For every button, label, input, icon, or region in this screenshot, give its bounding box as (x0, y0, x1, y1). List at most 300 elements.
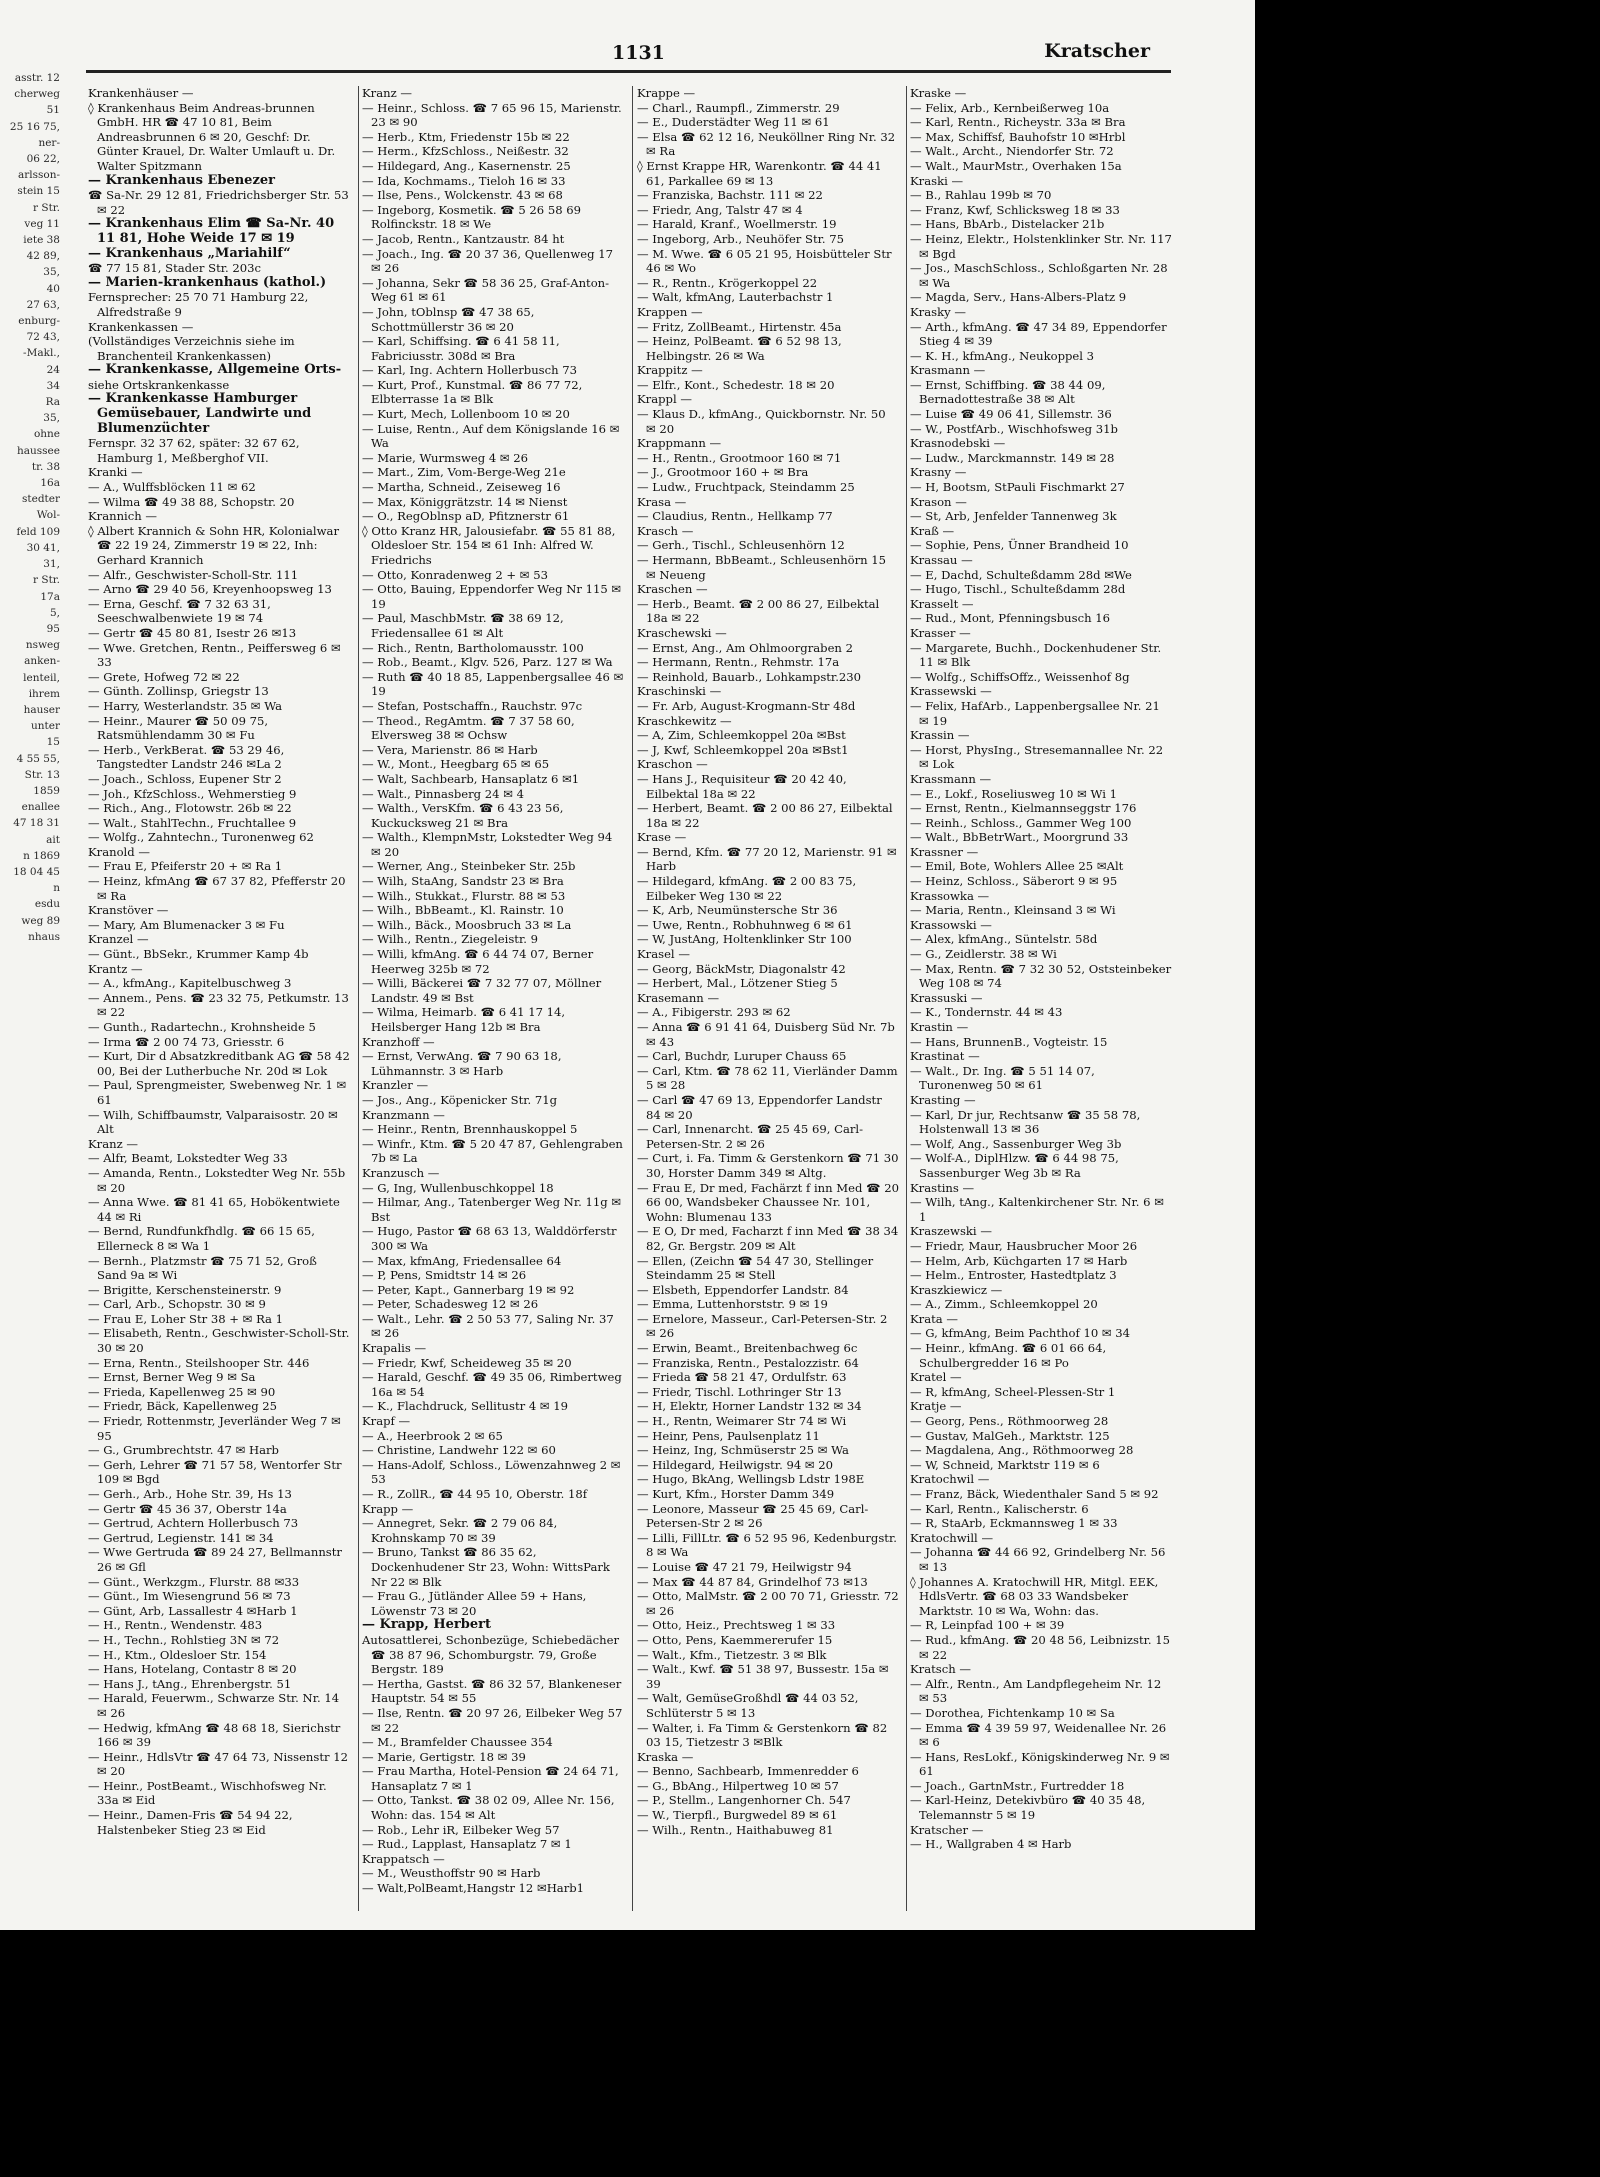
directory-entry: — Jos., MaschSchloss., Schloßgarten Nr. 28 ✉ Wa (910, 261, 1168, 290)
directory-entry: — Wilh., BbBeamt., Kl. Rainstr. 10 (362, 903, 564, 918)
directory-entry: — Rob., Beamt., Klgv. 526, Parz. 127 ✉ Wa (362, 655, 613, 670)
directory-entry: — A., kfmAng., Kapitelbuschweg 3 (88, 976, 292, 991)
directory-entry: — Rud., Mont, Pfenningsbusch 16 (910, 611, 1110, 626)
margin-fragment: weg 89 (21, 914, 60, 927)
surname-heading: Kranz — (362, 86, 412, 100)
directory-entry: — Walt., Kfm., Tietzestr. 3 ✉ Blk (637, 1647, 827, 1662)
directory-entry: — Otto, Heiz., Prechtsweg 1 ✉ 33 (637, 1618, 836, 1633)
surname-heading: Kraschen — (637, 582, 708, 597)
directory-entry: — W, JustAng, Holtenklinker Str 100 (637, 932, 852, 947)
directory-entry: — Heinz, kfmAng ☎ 67 37 82, Pfefferstr 20 ✉ Ra (88, 874, 346, 903)
directory-entry: — Bernd, Rundfunkfhdlg. ☎ 66 15 65, Ellerneck 8 ✉ Wa 1 (88, 1224, 315, 1253)
surname-heading: Krappitz — (637, 363, 703, 378)
directory-entry: — H, Bootsm, StPauli Fischmarkt 27 (910, 480, 1125, 495)
margin-fragment: lenteil, (23, 671, 60, 684)
column-divider (906, 86, 907, 1911)
directory-entry: — O., RegOblnsp aD, Pfitznerstr 61 (362, 509, 570, 524)
directory-entry: — K., Flachdruck, Sellitustr 4 ✉ 19 (362, 1399, 569, 1414)
directory-entry: — Wilma ☎ 49 38 88, Schopstr. 20 (88, 494, 295, 509)
directory-entry: — Hugo, BkAng, Wellingsb Ldstr 198E (637, 1472, 865, 1487)
directory-entry: — Walt., Lehr. ☎ 2 50 53 77, Saling Nr. 37 ✉ 26 (362, 1311, 614, 1341)
directory-entry: — G, Ing, Wullenbuschkoppel 18 (362, 1180, 554, 1195)
directory-entry: — Walt, GemüseGroßhdl ☎ 44 03 52, Schlüterstr 5 ✉ 13 (637, 1691, 859, 1720)
directory-entry: — Walt., Dr. Ing. ☎ 5 51 14 07, Turonenweg 50 ✉ 61 (910, 1063, 1095, 1093)
directory-entry: — Carl, Innenarcht. ☎ 25 45 69, Carl-Petersen-Str. 2 ✉ 26 (637, 1122, 864, 1151)
margin-fragment: 4 55 55, (16, 752, 60, 765)
directory-entry: — Hans, BrunnenB., Vogteistr. 15 (910, 1034, 1108, 1049)
margin-fragment: n (53, 882, 60, 895)
surname-heading: Krassner — (910, 844, 979, 859)
directory-entry: — Harald, Geschf. ☎ 49 35 06, Rimbertweg 16a ✉ 54 (362, 1370, 622, 1399)
directory-entry: — Wilh, Schiffbaumstr, Valparaisostr. 20 ✉ Alt (88, 1107, 338, 1137)
directory-entry: — Klaus D., kfmAng., Quickbornstr. Nr. 50 ✉ 20 (637, 407, 886, 436)
directory-entry: — Elsa ☎ 62 12 16, Neuköllner Ring Nr. 32 ✉ Ra (637, 129, 896, 159)
surname-heading: Kraszkiewicz — (910, 1282, 1003, 1297)
directory-entry: — Sophie, Pens, Ünner Brandheid 10 (910, 538, 1129, 553)
directory-entry: — Frau E, Loher Str 38 + ✉ Ra 1 (88, 1311, 284, 1326)
directory-entry: — Frau G., Jütländer Allee 59 + Hans, Löwenstr 73 ✉ 20 (362, 1589, 587, 1618)
directory-entry: — Franz, Bäck, Wiedenthaler Sand 5 ✉ 92 (910, 1487, 1159, 1501)
column-divider (632, 86, 633, 1911)
margin-fragment: Str. 13 (24, 768, 60, 781)
directory-entry: — Walt., Archt., Niendorfer Str. 72 (910, 144, 1114, 159)
directory-entry: — Walt., StahlTechn., Fruchtallee 9 (88, 815, 297, 830)
directory-entry: — Max, kfmAng, Friedensallee 64 (362, 1253, 562, 1268)
directory-entry: — Gertrud, Achtern Hollerbusch 73 (88, 1516, 299, 1531)
directory-entry: — Frieda ☎ 58 21 47, Ordulfstr. 63 (637, 1370, 847, 1385)
directory-entry: — Gertr ☎ 45 36 37, Oberstr 14a (88, 1501, 287, 1516)
margin-fragment: cherweg (14, 88, 60, 101)
directory-entry: — Ingeborg, Arb., Neuhöfer Str. 75 (637, 231, 845, 246)
directory-entry: — Ernst, Berner Weg 9 ✉ Sa (88, 1370, 256, 1385)
directory-entry: — Kurt, Mech, Lollenboom 10 ✉ 20 (362, 407, 570, 422)
directory-entry: — W., Mont., Heegbarg 65 ✉ 65 (362, 757, 550, 772)
directory-entry: — Heinr., Damen-Fris ☎ 54 94 22, Halstenbeker Stieg 23 ✉ Eid (88, 1808, 293, 1837)
margin-fragment: ohne (33, 428, 60, 441)
directory-entry: — Louise ☎ 47 21 79, Heilwigstr 94 (637, 1559, 852, 1574)
surname-heading: Krappl — (637, 392, 692, 407)
directory-entry: — Winfr., Ktm. ☎ 5 20 47 87, Gehlengraben 7b ✉ La (362, 1136, 623, 1166)
margin-fragment: haussee (17, 444, 60, 457)
directory-entry: — Kurt, Kfm., Horster Damm 349 (637, 1487, 835, 1501)
page-number: 1131 (612, 42, 665, 64)
directory-entry: — Joh., KfzSchloss., Wehmerstieg 9 (88, 786, 297, 801)
directory-entry: ☎ Sa-Nr. 29 12 81, Friedrichsberger Str. 53 ✉ 22 (88, 188, 349, 217)
directory-entry: — John, tOblnsp ☎ 47 38 65, Schottmüllerstr 36 ✉ 20 (362, 304, 535, 334)
directory-entry: — Rich., Rentn, Bartholomausstr. 100 (362, 640, 584, 655)
directory-entry: — Krankenkasse, Allgemeine Orts- (88, 362, 342, 378)
surname-heading: Krasny — (910, 465, 967, 480)
directory-entry: — Ludw., Marckmannstr. 149 ✉ 28 (910, 450, 1115, 465)
margin-fragment: n 1869 (23, 849, 60, 862)
directory-entry: — Ludw., Fruchtpack, Steindamm 25 (637, 480, 855, 495)
directory-entry: — Frau E, Pfeiferstr 20 + ✉ Ra 1 (88, 859, 283, 874)
margin-fragment: 27 63, (26, 298, 60, 311)
directory-entry: — Heinr., Maurer ☎ 50 09 75, Ratsmühlendamm 30 ✉ Fu (88, 713, 269, 743)
surname-heading: Kraske — (910, 86, 967, 100)
directory-entry: — Luise, Rentn., Auf dem Königslande 16 ✉ Wa (362, 421, 620, 451)
directory-entry: — H., Ktm., Oldesloer Str. 154 (88, 1647, 267, 1662)
directory-entry: — Joach., Schloss, Eupener Str 2 (88, 771, 282, 786)
directory-entry: — Günt., BbSekr., Krummer Kamp 4b (88, 947, 309, 962)
surname-heading: Krasel — (637, 947, 690, 962)
directory-entry: — Krankenkasse Hamburger Gemüsebauer, Landwirte und Blumenzüchter (88, 391, 312, 436)
directory-entry: — Karl, Ing. Achtern Hollerbusch 73 (362, 363, 578, 378)
surname-heading: Kranzel — (88, 932, 149, 947)
directory-entry: — Rich., Ang., Flotowstr. 26b ✉ 22 (88, 801, 292, 816)
margin-fragment: unter (31, 720, 60, 733)
directory-entry: — Günt., Werkzgm., Flurstr. 88 ✉33 (88, 1574, 300, 1589)
directory-entry: — Hermann, Rentn., Rehmstr. 17a (637, 655, 840, 670)
margin-fragment: 25 16 75, (9, 120, 60, 133)
directory-entry: — Ernelore, Masseur., Carl-Petersen-Str. 2 ✉ 26 (637, 1311, 888, 1341)
surname-heading: Krappen — (637, 304, 703, 319)
directory-entry: — M., Weusthoffstr 90 ✉ Harb (362, 1866, 541, 1881)
margin-fragment: 16a (40, 477, 60, 490)
surname-heading: Krasky — (910, 304, 966, 319)
directory-entry: — Anna ☎ 6 91 41 64, Duisberg Süd Nr. 7b ✉ 43 (637, 1020, 895, 1049)
directory-entry: — Ilse, Rentn. ☎ 20 97 26, Eilbeker Weg 57 ✉ 22 (362, 1705, 623, 1735)
directory-entry: ◊ Otto Kranz HR, Jalousiefabr. ☎ 55 81 88, Oldesloer Str. 154 ✉ 61 Inh: Alfred W. Friedrichs (362, 523, 616, 567)
directory-entry: — Martha, Schneid., Zeiseweg 16 (362, 480, 561, 495)
directory-entry: — Bernh., Platzmstr ☎ 75 71 52, Groß Sand 9a ✉ Wi (88, 1253, 317, 1283)
margin-fragment: nsweg (25, 639, 60, 652)
directory-entry: — Otto, Konradenweg 2 + ✉ 53 (362, 567, 548, 582)
directory-entry: — Irma ☎ 2 00 74 73, Griesstr. 6 (88, 1034, 285, 1049)
directory-entry: — Luise ☎ 49 06 41, Sillemstr. 36 (910, 407, 1112, 422)
directory-entry: — Willi, kfmAng. ☎ 6 44 74 07, Berner Heerweg 325b ✉ 72 (362, 947, 594, 976)
directory-entry: — Günt., Im Wiesengrund 56 ✉ 73 (88, 1589, 291, 1604)
directory-entry: — Walt., BbBetrWart., Moorgrund 33 (910, 830, 1129, 845)
margin-fragment: 31, (43, 558, 60, 571)
margin-fragment: arlsson- (17, 169, 60, 182)
directory-entry: — Walth., VersKfm. ☎ 6 43 23 56, Kuckucksweg 21 ✉ Bra (362, 801, 564, 830)
directory-entry: — St, Arb, Jenfelder Tannenweg 3k (910, 509, 1117, 524)
directory-entry: — Wilh., Bäck., Moosbruch 33 ✉ La (362, 917, 572, 932)
directory-entry: — Friedr, Bäck, Kapellenweg 25 (88, 1399, 278, 1414)
directory-entry: — Karl, Rentn., Richeystr. 33a ✉ Bra (910, 115, 1126, 130)
running-head: Kratscher (1044, 40, 1150, 62)
directory-entry: — Heinr., PostBeamt., Wischhofsweg Nr. 33a ✉ Eid (88, 1778, 327, 1808)
directory-entry: — Anna Wwe. ☎ 81 41 65, Hobökentwiete 44 ✉ Ri (88, 1195, 340, 1224)
margin-fragment: anken- (24, 655, 60, 668)
directory-entry: — A, Zim, Schleemkoppel 20a ✉Bst (637, 728, 846, 743)
column-3 (637, 86, 899, 1837)
directory-entry: — Horst, PhysIng., Stresemannallee Nr. 22 ✉ Lok (910, 742, 1164, 772)
directory-entry: — Johanna ☎ 44 66 92, Grindelberg Nr. 56 ✉ 13 (910, 1545, 1166, 1574)
surname-heading: Kraschkewitz — (637, 713, 732, 728)
directory-entry: — Walter, i. Fa Timm & Gerstenkorn ☎ 82 03 15, Tietzestr 3 ✉Blk (637, 1720, 888, 1750)
directory-entry: — Kurt, Dir d Absatzkreditbank AG ☎ 58 42 00, Bei der Lutherbuche Nr. 20d ✉ Lok (88, 1049, 350, 1078)
directory-entry: — Carl, Arb., Schopstr. 30 ✉ 9 (88, 1297, 266, 1312)
directory-entry: — G., BbAng., Hilpertweg 10 ✉ 57 (637, 1778, 839, 1793)
directory-entry: — Erna, Rentn., Steilshooper Str. 446 (88, 1355, 310, 1370)
directory-entry: — Heinr., Rentn, Brennhauskoppel 5 (362, 1122, 578, 1137)
directory-entry: — Magdalena, Ang., Röthmoorweg 28 (910, 1443, 1134, 1458)
directory-entry: — Walt,PolBeamt,Hangstr 12 ✉Harb1 (362, 1881, 585, 1896)
directory-entry: — Krankenhaus „Mariahilf“ (88, 245, 291, 261)
margin-fragment: 47 18 31 (13, 817, 60, 830)
margin-fragment: stedter (22, 493, 60, 506)
directory-entry: ◊ Albert Krannich & Sohn HR, Kolonialwar ☎ 22 19 24, Zimmerstr 19 ✉ 22, Inh: Gerhard Krannich (88, 523, 340, 567)
directory-entry: — Hildegard, Heilwigstr. 94 ✉ 20 (637, 1457, 834, 1472)
surname-heading: Krassowski — (910, 917, 992, 932)
directory-entry: — W, Schneid, Marktstr 119 ✉ 6 (910, 1457, 1100, 1472)
margin-fragment: Wol- (36, 509, 60, 522)
margin-fragment: feld 109 (16, 525, 60, 538)
directory-entry: — Gerh, Lehrer ☎ 71 57 58, Wentorfer Str 109 ✉ Bgd (88, 1457, 342, 1487)
surname-heading: Krapp — (362, 1501, 414, 1516)
directory-entry: — Georg, Pens., Röthmoorweg 28 (910, 1414, 1109, 1429)
directory-entry: — Ruth ☎ 40 18 85, Lappenbergsallee 46 ✉ 19 (362, 669, 624, 699)
directory-entry: — Wilh., Rentn., Haithabuweg 81 (637, 1822, 834, 1837)
directory-entry: — Alfr., Rentn., Am Landpflegeheim Nr. 12 ✉ 53 (910, 1676, 1162, 1706)
directory-entry: — E., Lokf., Roseliusweg 10 ✉ Wi 1 (910, 786, 1118, 801)
directory-entry: — Emma ☎ 4 39 59 97, Weidenallee Nr. 26 ✉ 6 (910, 1720, 1167, 1750)
directory-entry: — Walth., KlempnMstr, Lokstedter Weg 94 ✉ 20 (362, 830, 613, 859)
surname-heading: Kranstöver — (88, 903, 169, 918)
directory-entry: — Johanna, Sekr ☎ 58 36 25, Graf-Anton-Weg 61 ✉ 61 (362, 275, 610, 305)
directory-entry: — Margarete, Buchh., Dockenhudener Str. 11 ✉ Blk (910, 640, 1162, 670)
directory-entry: — Friedr, Ang, Talstr 47 ✉ 4 (637, 202, 803, 217)
directory-entry: — Otto, Tankst. ☎ 38 02 09, Allee Nr. 156, Wohn: das. 154 ✉ Alt (362, 1793, 615, 1823)
directory-entry: — Hans, ResLokf., Königskinderweg Nr. 9 ✉ 61 (910, 1749, 1170, 1779)
directory-entry: — Willi, Bäckerei ☎ 7 32 77 07, Möllner Landstr. 49 ✉ Bst (362, 976, 602, 1005)
surname-heading: Krappe — (637, 86, 696, 100)
surname-heading: Kranki — (88, 465, 143, 480)
directory-entry: ☎ 77 15 81, Stader Str. 203c (88, 261, 262, 276)
surname-heading: Kraszewski — (910, 1224, 992, 1239)
directory-entry: — Hans J., Requisiteur ☎ 20 42 40, Eilbektal 18a ✉ 22 (637, 771, 847, 801)
directory-entry: — Dorothea, Fichtenkamp 10 ✉ Sa (910, 1705, 1115, 1720)
directory-entry: — Karl, Rentn., Kalischerstr. 6 (910, 1501, 1089, 1516)
directory-entry: — Max ☎ 44 87 84, Grindelhof 73 ✉13 (637, 1574, 868, 1589)
directory-entry: — Werner, Ang., Steinbeker Str. 25b (362, 859, 576, 874)
surname-heading: Krasting — (910, 1092, 976, 1107)
margin-fragment: stein 15 (17, 185, 60, 198)
directory-entry: — Hugo, Pastor ☎ 68 63 13, Walddörferstr 300 ✉ Wa (362, 1224, 617, 1253)
directory-entry: — Harry, Westerlandstr. 35 ✉ Wa (88, 698, 283, 713)
directory-entry: — G., Grumbrechtstr. 47 ✉ Harb (88, 1443, 279, 1458)
directory-entry: — Heinz, Schloss., Säberort 9 ✉ 95 (910, 874, 1118, 889)
margin-fragment: r Str. (33, 201, 60, 214)
surname-heading: Kraska — (637, 1749, 694, 1764)
directory-entry: — Felix, Arb., Kernbeißerweg 10a (910, 100, 1110, 115)
directory-entry: siehe Ortskrankenkasse (88, 377, 230, 392)
directory-entry: — Friedr, Rottenmstr, Jeverländer Weg 7 ✉ 95 (88, 1414, 341, 1443)
directory-entry: — Frau Martha, Hotel-Pension ☎ 24 64 71, Hansaplatz 7 ✉ 1 (362, 1764, 619, 1793)
margin-fragment: 35, (43, 412, 60, 425)
margin-fragment: iete 38 (23, 234, 60, 247)
directory-entry: — Erna, Geschf. ☎ 7 32 63 31, Seeschwalbenwiete 19 ✉ 74 (88, 596, 271, 626)
directory-entry: — Rud., Lapplast, Hansaplatz 7 ✉ 1 (362, 1837, 572, 1852)
directory-entry: — M., Bramfelder Chaussee 354 (362, 1735, 553, 1750)
directory-entry: — Karl, Schiffsing. ☎ 6 41 58 11, Fabriciusstr. 308d ✉ Bra (362, 334, 560, 363)
directory-entry: — G., Zeidlerstr. 38 ✉ Wi (910, 947, 1057, 962)
margin-fragment: 15 (46, 736, 60, 749)
directory-entry: — Rud., kfmAng. ☎ 20 48 56, Leibnizstr. 15 ✉ 22 (910, 1632, 1170, 1662)
directory-entry: — Wilma, Heimarb. ☎ 6 41 17 14, Heilsberger Hang 12b ✉ Bra (362, 1005, 566, 1034)
directory-entry: — Wilh., Rentn., Ziegeleistr. 9 (362, 932, 538, 947)
directory-entry: ◊ Krankenhaus Beim Andreas-brunnen GmbH. HR ☎ 47 10 81, Beim Andreasbrunnen 6 ✉ 20, Geschf: Dr. Günter Krauel, Dr. Walter Umlauft u. Dr. Walter Spitzmann (88, 100, 336, 173)
surname-heading: Krapf — (362, 1414, 411, 1429)
directory-entry: — Max, Königgrätzstr. 14 ✉ Nienst (362, 494, 568, 509)
directory-entry: — Elisabeth, Rentn., Geschwister-Scholl-Str. 30 ✉ 20 (88, 1326, 350, 1356)
directory-entry: — Ernst, Rentn., Kielmannseggstr 176 (910, 801, 1137, 816)
surname-heading: Kratje — (910, 1399, 962, 1414)
margin-fragment: 24 (46, 363, 60, 376)
directory-entry: — B., Rahlau 199b ✉ 70 (910, 188, 1052, 203)
directory-entry: — Ernst, Ang., Am Ohlmoorgraben 2 (637, 640, 853, 655)
directory-entry: — Hans, BbArb., Distelacker 21b (910, 217, 1105, 232)
directory-entry: — Paul, MaschbMstr. ☎ 38 69 12, Friedensallee 61 ✉ Alt (362, 611, 564, 640)
surname-heading: Kraschon — (637, 757, 708, 772)
directory-entry: — Arth., kfmAng. ☎ 47 34 89, Eppendorfer Stieg 4 ✉ 39 (910, 319, 1167, 349)
directory-entry: — R, StaArb, Eckmannsweg 1 ✉ 33 (910, 1516, 1118, 1531)
directory-entry: — R, Leinpfad 100 + ✉ 39 (910, 1618, 1065, 1633)
directory-entry: — H, Elektr, Horner Landstr 132 ✉ 34 (637, 1399, 862, 1414)
directory-entry: — H., Rentn., Grootmoor 160 ✉ 71 (637, 450, 842, 465)
directory-entry: — Felix, HafArb., Lappenbergsallee Nr. 21 ✉ 19 (910, 698, 1160, 728)
directory-entry: — A., Wulffsblöcken 11 ✉ 62 (88, 480, 256, 495)
directory-entry: — Karl, Dr jur, Rechtsanw ☎ 35 58 78, Holstenwall 13 ✉ 36 (910, 1107, 1141, 1137)
margin-fragment: veg 11 (24, 217, 60, 230)
directory-entry: — Hans, Hotelang, Contastr 8 ✉ 20 (88, 1662, 297, 1677)
margin-fragment: nhaus (28, 930, 60, 943)
surname-heading: Kranzmann — (362, 1107, 445, 1122)
margin-fragment: 06 22, (26, 153, 60, 166)
directory-entry: — Joach., GartnMstr., Furtredder 18 (910, 1778, 1125, 1793)
directory-entry: Fernspr. 32 37 62, später: 32 67 62, Hamburg 1, Meßberghof VII. (88, 436, 300, 465)
surname-heading: Kratochwil — (910, 1472, 990, 1487)
surname-heading: Krasch — (637, 523, 694, 538)
margin-fragment: 5, (49, 606, 60, 619)
surname-heading: Krassewski — (910, 684, 992, 699)
directory-entry: — Helm, Arb, Küchgarten 17 ✉ Harb (910, 1253, 1128, 1268)
directory-entry: — Hildegard, Ang., Kasernenstr. 25 (362, 158, 571, 173)
directory-entry: — Benno, Sachbearb, Immenredder 6 (637, 1764, 859, 1779)
directory-entry: — Reinhold, Bauarb., Lohkampstr.230 (637, 669, 862, 684)
directory-entry: — Friedr, Maur, Hausbrucher Moor 26 (910, 1238, 1138, 1253)
directory-entry: — Hilmar, Ang., Tatenberger Weg Nr. 11g ✉ Bst (362, 1195, 622, 1224)
directory-entry: — E O, Dr med, Facharzt f inn Med ☎ 38 34 82, Gr. Bergstr. 209 ✉ Alt (637, 1224, 899, 1253)
directory-entry: — H., Rentn., Wendenstr. 483 (88, 1618, 263, 1633)
directory-entry: — Ernst, Schiffbing. ☎ 38 44 09, Bernadottestraße 38 ✉ Alt (910, 377, 1106, 407)
directory-entry: — Reinh., Schloss., Gammer Weg 100 (910, 815, 1132, 830)
directory-entry: — Herbert, Mal., Lötzener Stieg 5 (637, 976, 838, 991)
surname-heading: Krastinat — (910, 1049, 980, 1064)
directory-entry: — J, Kwf, Schleemkoppel 20a ✉Bst1 (637, 742, 849, 757)
directory-entry: — Bernd, Kfm. ☎ 77 20 12, Marienstr. 91 ✉ Harb (637, 844, 897, 874)
directory-entry: — Amanda, Rentn., Lokstedter Weg Nr. 55b ✉ 20 (88, 1165, 346, 1195)
directory-entry: — Georg, BäckMstr, Diagonalstr 42 (637, 961, 846, 976)
directory-entry: — Otto, Bauing, Eppendorfer Weg Nr 115 ✉ 19 (362, 582, 622, 611)
surname-heading: Kraschinski — (637, 684, 722, 699)
directory-entry: — Walt, Sachbearb, Hansaplatz 6 ✉1 (362, 771, 580, 786)
directory-entry: — Magda, Serv., Hans-Albers-Platz 9 (910, 290, 1127, 305)
directory-entry: ◊ Johannes A. Kratochwill HR, Mitgl. EEK, HdlsVertr. ☎ 68 03 33 Wandsbeker Marktstr. 10 ✉ Wa, Wohn: das. (910, 1574, 1159, 1618)
margin-fragment: ner- (38, 136, 60, 149)
surname-heading: Krasmann — (910, 363, 986, 378)
directory-entry: — Hans-Adolf, Schloss., Löwenzahnweg 2 ✉ 53 (362, 1457, 621, 1487)
previous-page-edge (0, 70, 60, 1930)
surname-heading: Kratochwill — (910, 1530, 994, 1545)
margin-fragment: enallee (21, 801, 60, 814)
directory-entry: — Walt., Pinnasberg 24 ✉ 4 (362, 786, 524, 801)
directory-entry: — Wolf, Ang., Sassenburger Weg 3b (910, 1136, 1122, 1151)
surname-heading: Krassowka — (910, 888, 990, 903)
directory-entry: — Krankenhaus Ebenezer (88, 172, 275, 188)
surname-heading: Krata — (910, 1311, 958, 1326)
directory-entry: — Elfr., Kont., Schedestr. 18 ✉ 20 (637, 377, 835, 392)
directory-entry: — Ingeborg, Kosmetik. ☎ 5 26 58 69 Rolfinckstr. 18 ✉ We (362, 202, 582, 232)
margin-fragment: -Makl., (23, 347, 60, 360)
directory-entry: — P, Pens, Smidtstr 14 ✉ 26 (362, 1268, 527, 1283)
directory-entry: — Claudius, Rentn., Hellkamp 77 (637, 509, 833, 524)
directory-entry: — Walt., MaurMstr., Overhaken 15a (910, 158, 1122, 173)
directory-entry: — Friedr, Tischl. Lothringer Str 13 (637, 1384, 842, 1399)
directory-entry: — Wilh, tAng., Kaltenkirchener Str. Nr. 6 ✉ 1 (910, 1195, 1164, 1224)
directory-entry: — Herbert, Beamt. ☎ 2 00 86 27, Eilbektal 18a ✉ 22 (637, 801, 893, 830)
column-2 (362, 86, 624, 1896)
surname-heading: Krassuski — (910, 990, 983, 1005)
surname-heading: Krastin — (910, 1020, 969, 1034)
directory-entry: — Gertrud, Legienstr. 141 ✉ 34 (88, 1530, 274, 1545)
directory-entry: — Marie, Wurmsweg 4 ✉ 26 (362, 450, 529, 465)
directory-entry: — Friedr, Kwf, Scheideweg 35 ✉ 20 (362, 1355, 572, 1370)
directory-entry: — Heinz, Elektr., Holstenklinker Str. Nr. 117 ✉ Bgd (910, 231, 1172, 261)
directory-entry: — Brigitte, Kerschensteinerstr. 9 (88, 1282, 282, 1297)
header-rule (86, 70, 1171, 73)
directory-entry: — Wolfg., SchiffsOffz., Weissenhof 8g (910, 669, 1130, 684)
surname-heading: Kraß — (910, 523, 955, 538)
directory-entry: — H., Techn., Rohlstieg 3N ✉ 72 (88, 1632, 280, 1647)
directory-entry: — Arno ☎ 29 40 56, Kreyenhoopsweg 13 (88, 582, 332, 597)
directory-entry: — Wwe Gertruda ☎ 89 24 27, Bellmannstr 26 ✉ Gfl (88, 1545, 342, 1574)
directory-entry: — E, Dachd, Schulteßdamm 28d ✉We (910, 567, 1132, 582)
directory-entry: — Heinr, Pens, Paulsenplatz 11 (637, 1428, 820, 1443)
directory-entry: — Ellen, (Zeichn ☎ 54 47 30, Stellinger Steindamm 25 ✉ Stell (637, 1253, 874, 1283)
directory-entry: — Uwe, Rentn., Robhuhnweg 6 ✉ 61 (637, 917, 853, 932)
directory-entry: — Walt, kfmAng, Lauterbachstr 1 (637, 290, 834, 305)
margin-fragment: 1859 (33, 784, 60, 797)
margin-fragment: asstr. 12 (14, 72, 60, 84)
margin-fragment: enburg- (18, 315, 60, 328)
directory-entry: — Gerh., Arb., Hohe Str. 39, Hs 13 (88, 1487, 292, 1501)
directory-entry: — Heinr., kfmAng. ☎ 6 01 66 64, Schulbergredder 16 ✉ Po (910, 1341, 1107, 1370)
directory-entry: — Vera, Marienstr. 86 ✉ Harb (362, 742, 538, 757)
directory-entry: — Carl, Buchdr, Luruper Chauss 65 (637, 1049, 847, 1064)
directory-entry: (Vollständiges Verzeichnis siehe im Branchenteil Krankenkassen) (88, 334, 295, 363)
margin-fragment: 30 41, (26, 541, 60, 554)
surname-heading: Krantz — (88, 961, 143, 976)
surname-heading: Krason — (910, 494, 967, 509)
surname-heading: Kranzusch — (362, 1165, 440, 1180)
directory-entry: — Max, Rentn. ☎ 7 32 30 52, Oststeinbeker Weg 108 ✉ 74 (910, 961, 1172, 991)
margin-fragment: Ra (45, 396, 60, 409)
directory-entry: — G, kfmAng, Beim Pachthof 10 ✉ 34 (910, 1326, 1131, 1341)
directory-entry: — Jacob, Rentn., Kantzaustr. 84 ht (362, 231, 565, 246)
directory-entry: — Harald, Feuerwm., Schwarze Str. Nr. 14 ✉ 26 (88, 1691, 340, 1720)
directory-entry: — Hedwig, kfmAng ☎ 48 68 18, Sierichstr 166 ✉ 39 (88, 1720, 341, 1750)
directory-entry: — Alfr., Geschwister-Scholl-Str. 111 (88, 567, 299, 582)
directory-entry: — R, kfmAng, Scheel-Plessen-Str 1 (910, 1384, 1116, 1399)
directory-entry: — Emma, Luttenhorststr. 9 ✉ 19 (637, 1297, 828, 1312)
directory-entry: — Alex, kfmAng., Süntelstr. 58d (910, 932, 1098, 947)
surname-heading: Krankenhäuser — (88, 86, 194, 100)
directory-entry: — R., Rentn., Krögerkoppel 22 (637, 275, 818, 290)
margin-fragment: r Str. (33, 574, 60, 587)
